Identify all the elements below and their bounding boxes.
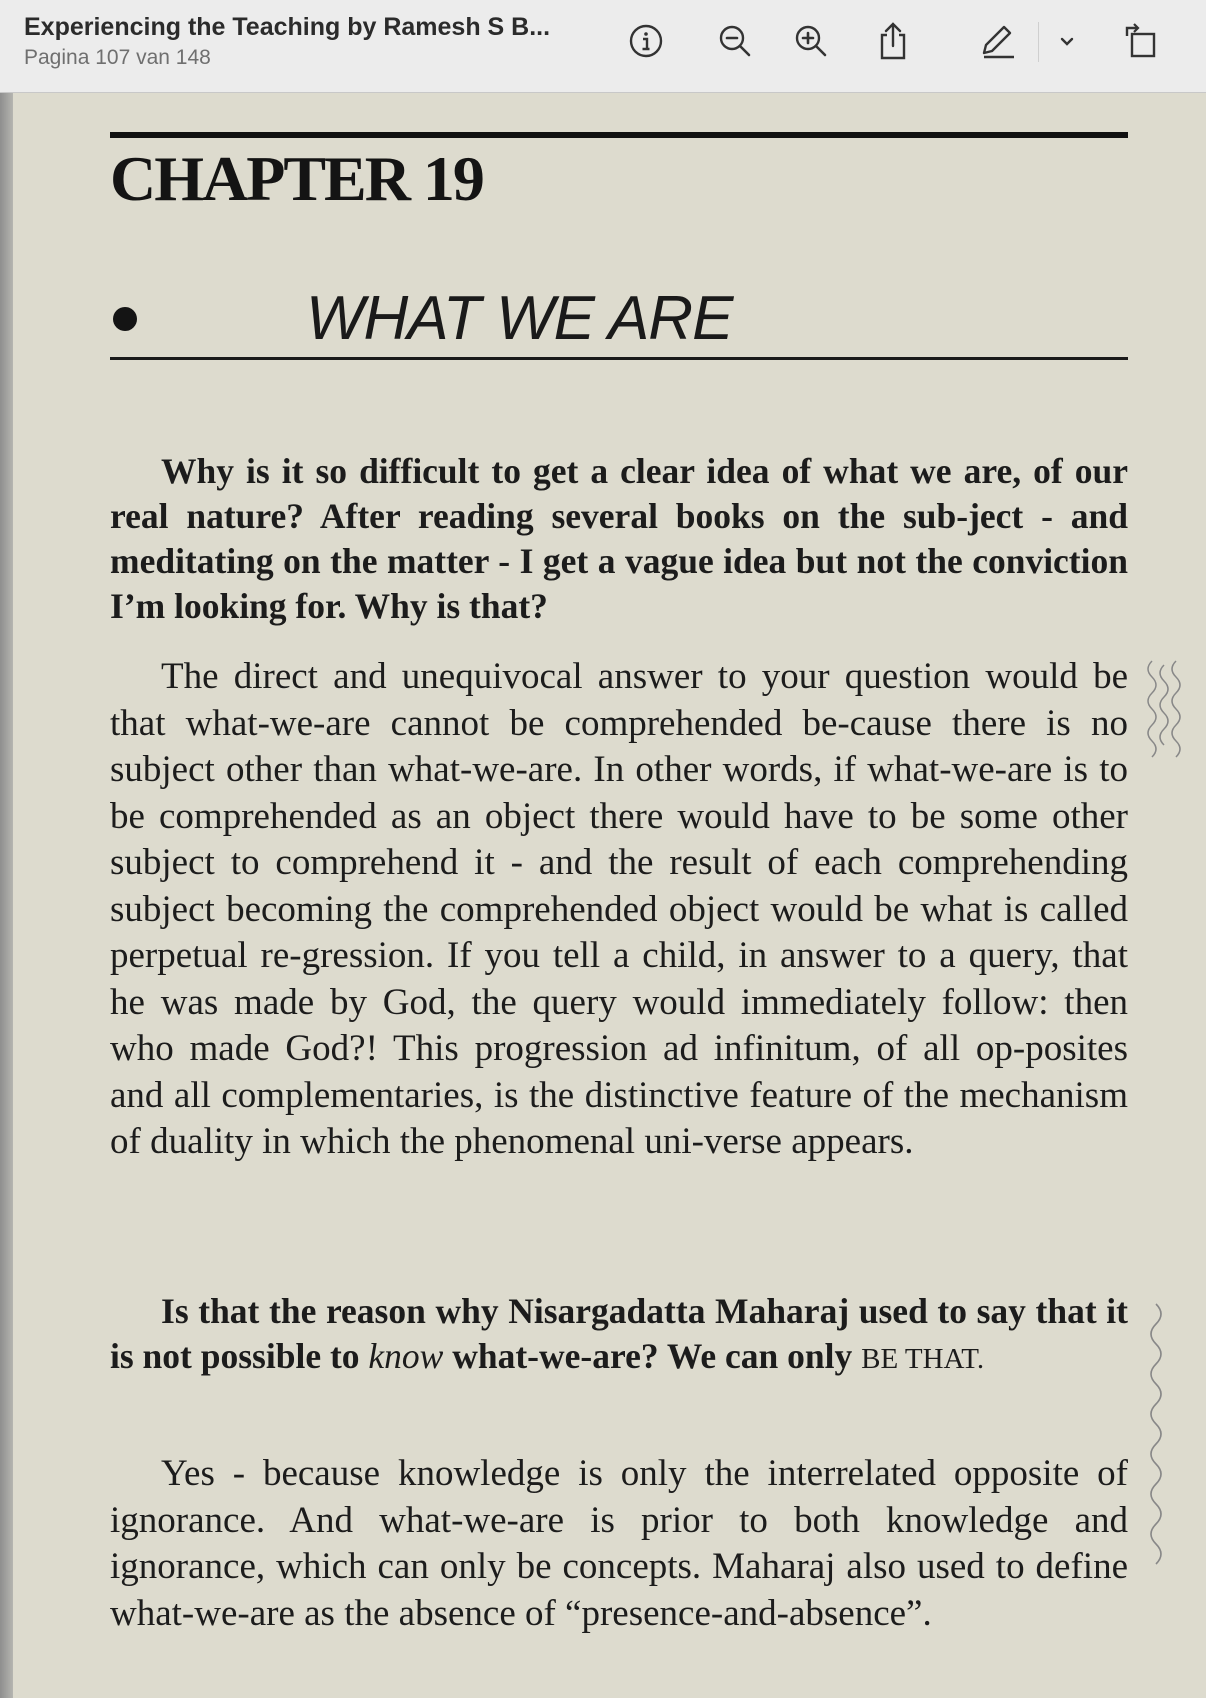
answer-1	[110, 654, 1128, 1166]
toolbar	[0, 0, 1206, 93]
chevron-down-icon[interactable]	[1044, 18, 1090, 64]
bullet-icon	[113, 307, 137, 331]
margin-squiggle-2	[1142, 1300, 1172, 1572]
rotate-icon[interactable]	[1118, 18, 1164, 64]
section-title: WHAT WE ARE	[306, 284, 733, 353]
page-indicator: Pagina 107 van 148	[24, 46, 211, 69]
chapter-rule	[110, 132, 1128, 138]
question-2-text-a: Is that the reason why Nisargadatta Maharaj used to say that it is not possible to	[110, 1291, 1128, 1376]
document-title: Experiencing the Teaching by Ramesh S B...	[24, 13, 551, 41]
answer-2	[110, 1451, 1128, 1637]
title-rule	[110, 357, 1128, 360]
question-1	[110, 449, 1128, 629]
question-2-smallcaps: BE THAT.	[861, 1343, 985, 1375]
answer-2-text: Yes - because knowledge is only the interrelated opposite of ignorance. And what-we-are is prior to both knowledge and ignorance, which can only be concepts. Maharaj also used to define what-we-are as the absence of “presence-and-absence”.	[110, 1453, 1128, 1634]
question-2	[110, 1289, 1128, 1382]
page-shadow	[0, 93, 13, 1698]
toolbar-separator	[1038, 22, 1039, 62]
chapter-heading: CHAPTER 19	[110, 143, 483, 214]
question-2-emphasis: know	[368, 1336, 444, 1376]
answer-1-text: The direct and unequivocal answer to your question would be that what-we-are cannot be comprehended be-cause there is no subject other than what-we-are. In other words, if what-we-are is to be comprehended as an object there would have to be some other subject to comprehend it - and the result of each comprehending subject becoming the comprehended object would be what is called perpetual re-gression. If you tell a child, in answer to a query, that he was made by God, the query would immediately follow: then who made God?! This progression ad infinitum, of all op-posites and all complementaries, is the distinctive feature of the mechanism of duality in which the phenomenal uni-verse appears.	[110, 656, 1128, 1162]
share-icon[interactable]	[870, 18, 916, 64]
markup-pen-icon[interactable]	[975, 18, 1021, 64]
info-icon[interactable]	[623, 18, 669, 64]
question-1-text: Why is it so difficult to get a clear idea of what we are, of our real nature? After reading several books on the sub-ject - and meditating on the matter - I get a vague idea but not the conviction I’m looking for. Why is that?	[110, 451, 1128, 626]
margin-squiggle-1	[1140, 657, 1190, 779]
zoom-out-icon[interactable]	[712, 18, 758, 64]
question-2-text-b: what-we-are? We can only	[443, 1336, 862, 1376]
zoom-in-icon[interactable]	[788, 18, 834, 64]
